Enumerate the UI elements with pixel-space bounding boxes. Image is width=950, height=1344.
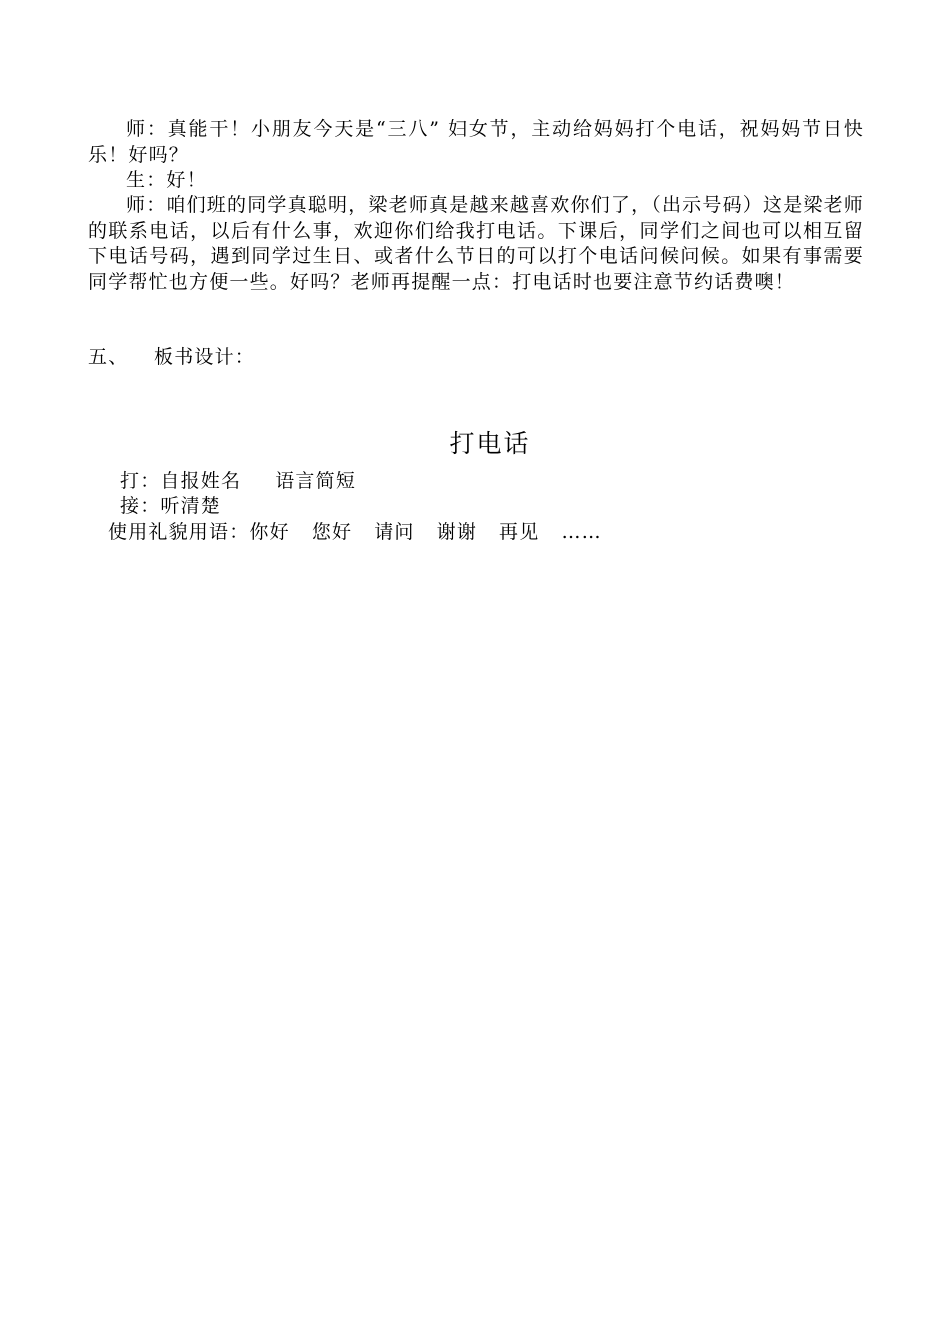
board-line-answer xyxy=(120,494,221,519)
board-title: 打电话 xyxy=(449,429,531,458)
call-item: 语言简短 xyxy=(275,470,357,492)
section-heading xyxy=(88,345,255,370)
call-label: 打： xyxy=(120,470,161,492)
polite-item: 你好 xyxy=(249,521,290,543)
polite-item: 您好 xyxy=(311,521,353,543)
board-line-call xyxy=(120,469,356,494)
teacher-dialogue-2: 师：咱们班的同学真聪明，梁老师真是越来越喜欢你们了，（出示号码）这是梁老师的联系电话，以后有什么事，欢迎你们给我打电话。下课后，同学们之间也可以相互留下电话号码，遇到同学过生日、或者什么节日的可以打个电话问候问候。如果有事需要同学帮忙也方便一些。好吗？老师再提醒一点：打电话时也要注意节约话费噢！ xyxy=(88,194,864,293)
answer-item: 听清楚 xyxy=(160,495,222,517)
polite-item: 请问 xyxy=(374,521,415,543)
answer-label: 接： xyxy=(120,495,161,517)
section-title: 板书设计： xyxy=(154,346,256,368)
polite-item: 谢谢 xyxy=(436,521,478,543)
polite-item: 再见 xyxy=(499,521,540,543)
teacher-dialogue-1: 师：真能干！小朋友今天是“三八” 妇女节，主动给妈妈打个电话，祝妈妈节日快乐！好吗？ xyxy=(88,118,864,166)
call-item: 自报姓名 xyxy=(160,470,242,492)
board-line-polite xyxy=(108,520,602,545)
section-number: 五、 xyxy=(88,346,129,368)
polite-label: 使用礼貌用语： xyxy=(108,521,250,543)
polite-item: …… xyxy=(561,521,602,543)
student-dialogue: 生：好！ xyxy=(126,169,207,191)
